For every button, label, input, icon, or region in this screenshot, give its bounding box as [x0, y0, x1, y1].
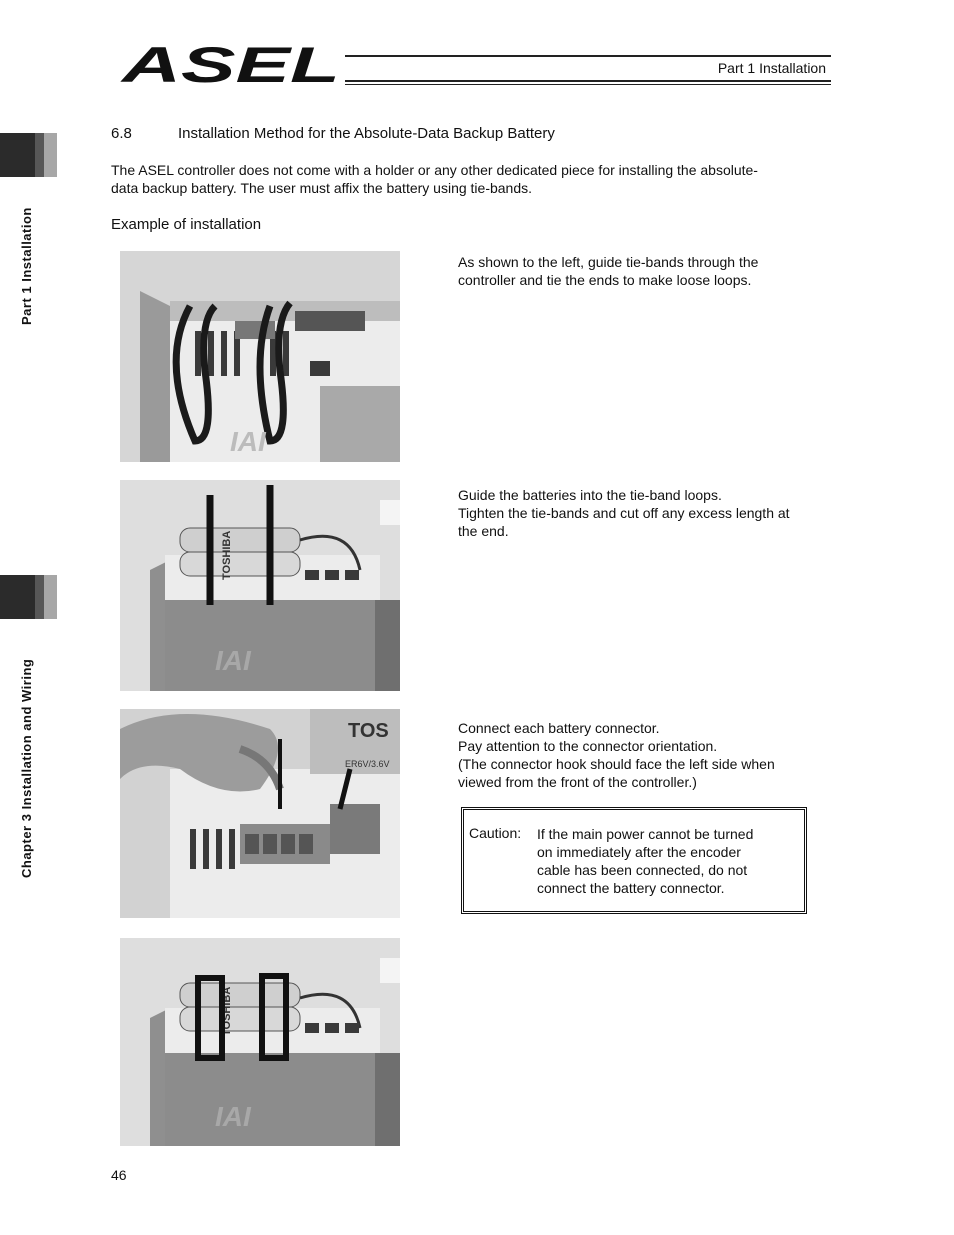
intro-paragraph: [111, 161, 839, 197]
photo-batteries-in-loops: [120, 480, 400, 691]
caution-line: cable has been connected, do not: [537, 862, 748, 878]
caution-line: on immediately after the encoder: [537, 844, 741, 860]
side-chapter-label: Chapter 3 Installation and Wiring: [19, 658, 34, 878]
header-rule-bottom-thin: [345, 84, 831, 85]
step-line: controller and tie the ends to make loose loops.: [458, 272, 752, 288]
section-number: 6.8: [111, 125, 132, 142]
step-1-text: [458, 253, 838, 289]
page-number: 46: [111, 1167, 127, 1183]
asel-logo: [120, 38, 345, 88]
intro-line: data backup battery. The user must affix the battery using tie-bands.: [111, 180, 533, 196]
example-heading: Example of installation: [111, 216, 262, 233]
step-line: As shown to the left, guide tie-bands through the: [458, 254, 759, 270]
caution-line: connect the battery connector.: [537, 880, 725, 896]
svg-text:IAI: IAI: [215, 645, 251, 676]
caution-line: If the main power cannot be turned: [537, 826, 754, 842]
step-line: (The connector hook should face the left side when: [458, 756, 775, 772]
header-rule-top: [345, 55, 831, 57]
caution-body: [537, 825, 797, 897]
svg-text:IAI: IAI: [215, 1101, 251, 1132]
step-line: viewed from the front of the controller.): [458, 774, 697, 790]
photo-tie-band-loops: [120, 251, 400, 462]
caution-label: Caution:: [469, 825, 522, 841]
svg-text:TOSHIBA: TOSHIBA: [221, 986, 233, 1036]
photo-battery-brand: TOSHIBA: [221, 530, 233, 580]
photo-battery-brand-partial: TOS: [348, 720, 389, 742]
caution-box: [463, 809, 805, 912]
side-tab-chapter: [0, 575, 57, 619]
step-2-text: [458, 486, 838, 540]
header-section-label: Part 1 Installation: [717, 60, 826, 76]
step-line: Connect each battery connector.: [458, 720, 660, 736]
step-line: Pay attention to the connector orientation.: [458, 738, 718, 754]
intro-line: The ASEL controller does not come with a holder or any other dedicated piece for installing the absolute-: [111, 162, 758, 178]
step-line: the end.: [458, 523, 509, 539]
photo-finished-installation: [120, 938, 400, 1146]
section-title: Installation Method for the Absolute-Data Backup Battery: [178, 125, 555, 142]
photo-battery-spec: ER6V/3.6V: [345, 759, 390, 769]
side-part-label: Part 1 Installation: [19, 207, 34, 325]
step-line: Tighten the tie-bands and cut off any excess length at: [458, 505, 790, 521]
photo-case-mark: IAI: [230, 426, 266, 457]
photo-connecting-battery: [120, 709, 400, 918]
step-3-text: [458, 719, 838, 791]
step-line: Guide the batteries into the tie-band loops.: [458, 487, 722, 503]
side-tab-part: [0, 133, 57, 177]
asel-logo-text: ASEL: [120, 38, 340, 88]
header-rule-bottom: [345, 80, 831, 82]
